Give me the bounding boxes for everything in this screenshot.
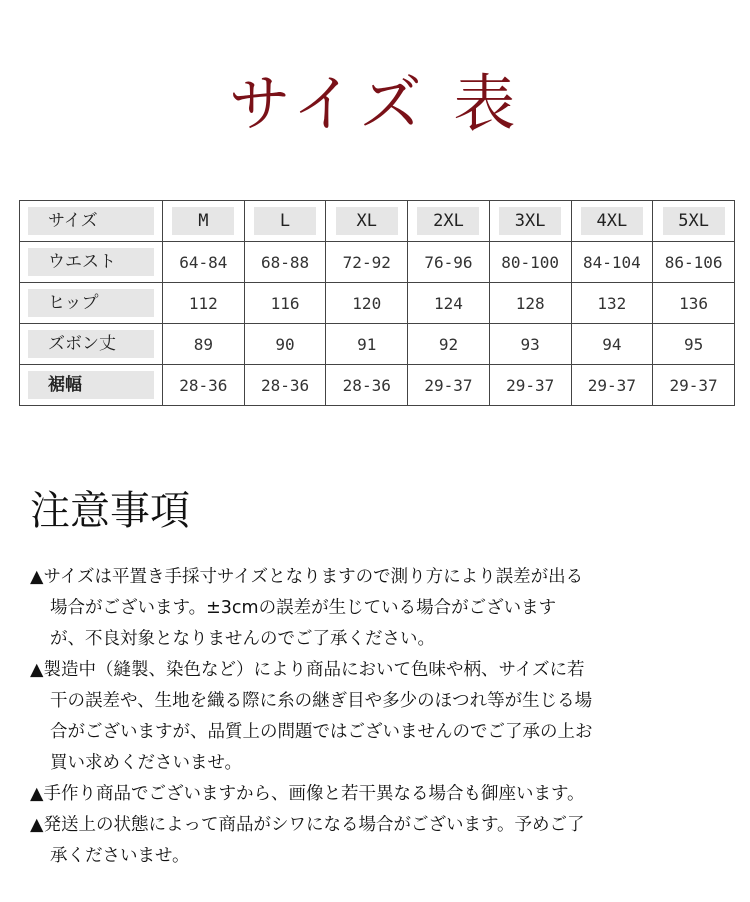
notes-title: 注意事項 (30, 488, 190, 534)
table-cell: 28-36 (326, 365, 408, 406)
row-header: ズボン丈 (20, 324, 163, 365)
table-row (20, 365, 735, 406)
table-cell: 136 (653, 283, 735, 324)
table-cell: 132 (571, 283, 653, 324)
note-line: ▲手作り商品でございますから、画像と若干異なる場合も御座います。 (30, 784, 585, 804)
table-cell: 90 (244, 324, 326, 365)
table-cell: 94 (571, 324, 653, 365)
table-cell: 93 (489, 324, 571, 365)
table-cell: 28-36 (163, 365, 245, 406)
table-header-cell (20, 201, 163, 242)
note-line: 承くださいませ。 (50, 846, 190, 866)
table-cell: 91 (326, 324, 408, 365)
table-header-row (20, 201, 735, 242)
column-header: 3XL (489, 201, 571, 242)
table-cell: 76-96 (408, 242, 490, 283)
table-cell: 124 (408, 283, 490, 324)
column-header: 5XL (653, 201, 735, 242)
table-row (20, 242, 735, 283)
note-line: ▲サイズは平置き手採寸サイズとなりますので測り方により誤差が出る (30, 567, 584, 587)
row-header: ウエスト (20, 242, 163, 283)
table-cell: 80-100 (489, 242, 571, 283)
note-line: ▲製造中（縫製、染色など）により商品において色味や柄、サイズに若 (30, 660, 585, 680)
note-line: 買い求めくださいませ。 (50, 753, 242, 773)
column-header: XL (326, 201, 408, 242)
column-header: 4XL (571, 201, 653, 242)
table-row (20, 283, 735, 324)
table-cell: 29-37 (489, 365, 571, 406)
table-cell: 72-92 (326, 242, 408, 283)
table-cell: 120 (326, 283, 408, 324)
page-title: サイズ 表 (228, 67, 522, 140)
column-header: 2XL (408, 201, 490, 242)
row-header: ヒップ (20, 283, 163, 324)
table-cell: 29-37 (571, 365, 653, 406)
note-line: 合がございますが、品質上の問題ではございませんのでご了承の上お (50, 722, 593, 742)
table-row (20, 324, 735, 365)
row-header: 裾幅 (20, 365, 163, 406)
note-line: が、不良対象となりませんのでご了承ください。 (50, 629, 435, 649)
note-line: 場合がございます。±3cmの誤差が生じている場合がございます (50, 598, 557, 618)
note-line: ▲発送上の状態によって商品がシワになる場合がございます。予めご了 (30, 815, 585, 835)
note-line: 干の誤差や、生地を織る際に糸の継ぎ目や多少のほつれ等が生じる場 (50, 691, 593, 711)
column-header: L (244, 201, 326, 242)
table-cell: 29-37 (653, 365, 735, 406)
table-cell: 116 (244, 283, 326, 324)
table-cell: 84-104 (571, 242, 653, 283)
table-cell: 128 (489, 283, 571, 324)
table-cell: 92 (408, 324, 490, 365)
column-header: M (163, 201, 245, 242)
table-cell: 86-106 (653, 242, 735, 283)
table-cell: 64-84 (163, 242, 245, 283)
table-cell: 29-37 (408, 365, 490, 406)
table-cell: 28-36 (244, 365, 326, 406)
table-cell: 89 (163, 324, 245, 365)
table-cell: 95 (653, 324, 735, 365)
header-label: サイズ (48, 211, 98, 231)
table-cell: 112 (163, 283, 245, 324)
table-cell: 68-88 (244, 242, 326, 283)
size-table (19, 200, 735, 406)
notes-list (30, 562, 730, 872)
